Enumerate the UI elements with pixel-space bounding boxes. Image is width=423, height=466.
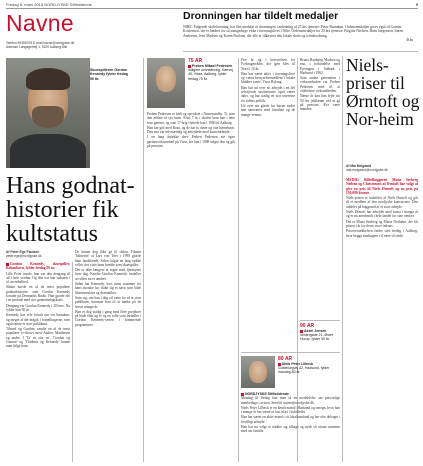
- contact-line-2: Adresse Langagervej 1, 9220 Aalborg Øst: [6, 45, 68, 50]
- article-paragraph: Tilmed og Gordon, sendte en af de mest populære tv-shows med Anders Matthesen og andre. I 'Ta' en stor en', 'Gordon og Gunnar' og 'Vladimir og Kennedy' kunne man følge ham.: [6, 327, 70, 349]
- article-paragraph: Siden har Kennedy, hvis navn stammer fra hans skotske far, skabt sig et navn som både filminstruktør og dramatiker.: [75, 282, 141, 295]
- article-paragraph: Han har ud over sit arbejde i en del selvejende institutioner også været aktiv, og har stadig en stor interesse for tidens politik.: [241, 85, 295, 103]
- article-paragraph: Han har nu valgt at trække sig tilbage og nyde sit otium sammen med sin familie.: [241, 424, 340, 434]
- right-byline-email: mia.melgaard@nordjyske.dk: [346, 168, 388, 173]
- queen-text: NIBE: Følgende skoleforening: har fået medalje af dronningen i anledning af 25 års tjeneste: Peter Brøndum. Ordensmedaljen gives også til Gunnar Kristensen, der er hædret for sit mangeårige virke i foreningslivet i Nibe. Ordensmedaljer for 25 års tjeneste: Birgitte Nielsen, Hans Jørgensen, Søren Andersen, Jens Madsen og Karen Poulsen, der alle er tilknyttet den lokale skole og fritidsordning.: [183, 25, 404, 38]
- article-paragraph: Niels Peter Lilbeck er en kendt mand i Hadsund og omegn, hvor han i mange år har været et fast islæt i bybilledet.: [241, 405, 340, 415]
- age80-title: 80 ÅR: [278, 356, 293, 362]
- age75-title: 75 ÅR: [188, 58, 203, 64]
- article-column-2: [75, 250, 141, 462]
- article-paragraph: Bruna Haubjerg Madsen og ena, i forbindelse med Fjeringen i Sulbæk i Hadsund i 1962.: [300, 58, 340, 75]
- page-number: 9: [415, 2, 418, 7]
- column-divider: [342, 56, 343, 462]
- column-divider: [143, 58, 144, 462]
- byline: [6, 250, 86, 258]
- header-rule: [6, 8, 418, 9]
- article-paragraph: Som anden generation i virksomheden var Preben Pedersen med til at videreføre virksomheden.: [300, 76, 340, 94]
- age75-name-line: Preben Mikael Pedersen: [188, 64, 236, 68]
- queen-headline: Dronningen har tildelt medaljer: [183, 10, 339, 22]
- niels-peter-lilbeck-photo: [241, 356, 275, 388]
- age90-desc: Vestergade 21, Øster Hurup, fylder 90 år.: [300, 333, 334, 342]
- article-paragraph: Lille Peter inside, han var den dengang til alt i hele verden. Og den var han tudsøen i al sin enkelhed.: [6, 271, 70, 285]
- article-paragraph: Det er Mona Seeberg og Maria Norheim, der får prisen i år for deres store indsats.: [346, 219, 418, 228]
- age90-header: [300, 323, 340, 353]
- article-paragraph: Han har været aktiv i foreningslivet og været bestyrelsesmedlem i lokale klubber samt i Visse Bylaug.: [241, 71, 295, 85]
- article-paragraph: I en lang årrække drev Preben Pedersen sin egen gartnervirksomhed på Visse, før han i 1988 solgte den og gik på pension.: [147, 135, 235, 149]
- article-paragraph: Det er ikke længere at regne med fjernsynet hver dag. Kendte Gordon Kennedy fortæller at rollen nu er ændret.: [75, 268, 141, 281]
- nordjyske-box-text: Mandag til fredag kan man få en meddelelse om personlige mærkedage i avisen. Send til navne@nordjyske.dk.: [241, 396, 340, 405]
- section-rule: [300, 320, 340, 321]
- article-paragraph: Niels Ørntoft har arbejdet med kunst i mange år og er nu anerkendt i hele landet for sine værker.: [346, 210, 418, 219]
- article-paragraph: Dengang var Gordon Kennedy i 20'erne. Nu fylder han 50 år.: [6, 303, 70, 312]
- article-paragraph: Fire år og i bestyrelsen for Forbrugerrådet, der igen blev til Nord i 10 år.: [241, 58, 295, 71]
- age90-name-line: Aksel Jensen: [300, 329, 340, 333]
- niels-priser-headline: Niels-priser til Ørntoft og Nor-heim: [346, 55, 420, 129]
- photo-caption-text: Skuespilleren Gordon Kennedy fylder fredag 50 år.: [90, 68, 128, 81]
- right-byline-author: Af Mia Melgaard: [346, 164, 372, 168]
- article-paragraph: Han har gift med Rosa, og de har to døtre og otte børnebørn. Den ene var selvstændig og arbejdede med kontorarbejde.: [147, 125, 235, 135]
- nordjyske-box-head: NORDJYSKE Stiftstidende: [241, 392, 340, 396]
- article-paragraph: Niels-prisen er indstiftet af Niels Ørntoft og går til et medlem af den nordjyske kunstscene. Den uddeles på baggrund af et stort arbejde.: [346, 196, 418, 209]
- article-paragraph: De kunne dog ikke gå til sådan. Filmen 'Idioterne' af Lars von Trier i 1998 gjorde ham landskendt. Siden fulgte en lang række roller, der viste hans bredde som skuespiller.: [75, 250, 141, 267]
- article-paragraph: Sådan havde en af de mest populære godnathistorier, som Gordon Kennedy fortalte på Denmarks Radio. Han gjorde det i en periode med stor gennemslagskraft.: [6, 285, 70, 303]
- age75-header: [188, 58, 236, 118]
- age80-name-line: Niels Peter Lilbeck: [278, 362, 340, 366]
- preben-pedersen-photo: [147, 58, 185, 108]
- nordjyske-info-box: [241, 392, 340, 462]
- article-paragraph: Preben Pedersen er født og opvokset i Nørresundby. Ti, som den ældste af syv børn. Efter 7 år i skolen kom han i lære som gartner, og som 17-årig flyttede han i 1960 til Aalborg.: [147, 112, 235, 125]
- column-divider: [238, 58, 239, 462]
- article-paragraph: Prisoverrækkelsen finder sted fredag i Aalborg, hvor begge modtagere vil være til stede.: [346, 229, 418, 238]
- header-date: Fredag 6. mars 2018 NORDJYSKE Stiftstidende: [6, 2, 92, 7]
- queen-body: [183, 25, 413, 43]
- article-paragraph: Han er dog stadig i gang med flere projekter på både film og tv og en rolle som fortæller i Gordon Kennedy-serien i kommende programmer.: [75, 309, 141, 327]
- right-article: [346, 178, 418, 462]
- article-paragraph: Næste år kan han fejre sin 50 års jubilæum ved at gå på pension. Ære være manden.: [300, 94, 340, 112]
- right-byline: [346, 164, 418, 176]
- age-col3: [300, 58, 340, 318]
- photo-caption: [90, 68, 132, 81]
- column-divider: [72, 262, 73, 462]
- article-paragraph: Gordon Kennedy, skuespiller, København, fylder fredag 50 år.: [6, 262, 70, 271]
- contact-info: [6, 41, 156, 49]
- section-title: Navne: [6, 10, 74, 36]
- queen-rule: [183, 51, 418, 52]
- article-paragraph: Ud over sin glæde for haven nyder han samværet med familien og de mange venner.: [241, 103, 295, 117]
- article-paragraph: Han har været en aktiv mand i sit lokalsamfund og har ofte deltaget i frivilligt arbejde.: [241, 415, 340, 424]
- age80-desc: Gotteborgvej 42, Hadsund, fylder mandag 80 år.: [278, 366, 330, 375]
- article-paragraph: MEDIE: Billedhuggeren Mona Seeberg Nielsen og Christensen af Ørntoft har valgt at give en pris til Niels Ørntoft og en pris på 150.000 kroner.: [346, 178, 418, 195]
- age75-desc: tidligere selvstændig, Kærvej 45, Visse, Aalborg, fylder fredag 75 år.: [188, 68, 233, 81]
- age90-title: 90 ÅR: [300, 323, 315, 329]
- article-column-1: [6, 262, 70, 462]
- age80-header: [278, 356, 340, 392]
- queen-byline: /Kbs: [406, 38, 413, 43]
- byline-author: Af Peter Ege Paulsen: [6, 250, 40, 254]
- age75-article: [147, 112, 235, 462]
- contact-line-1: Telefon 99355375 E-mail navne@nordjyske.dk: [6, 41, 75, 45]
- gordon-kennedy-photo: [6, 58, 90, 168]
- main-headline: Hans godnat-historier fik kultstatus: [6, 173, 135, 247]
- byline-email: peter.ege@nordjyske.dk: [6, 254, 42, 259]
- article-paragraph: Som sig, om han i dag vil være far til et stort publikum, kommer han til at tænke på de første mange år.: [75, 295, 141, 309]
- article-paragraph: Kennedy har selv fortalt om sin barndom, og meget af det indgik i fortællingerne, som også ramte et stort publikum.: [6, 313, 70, 326]
